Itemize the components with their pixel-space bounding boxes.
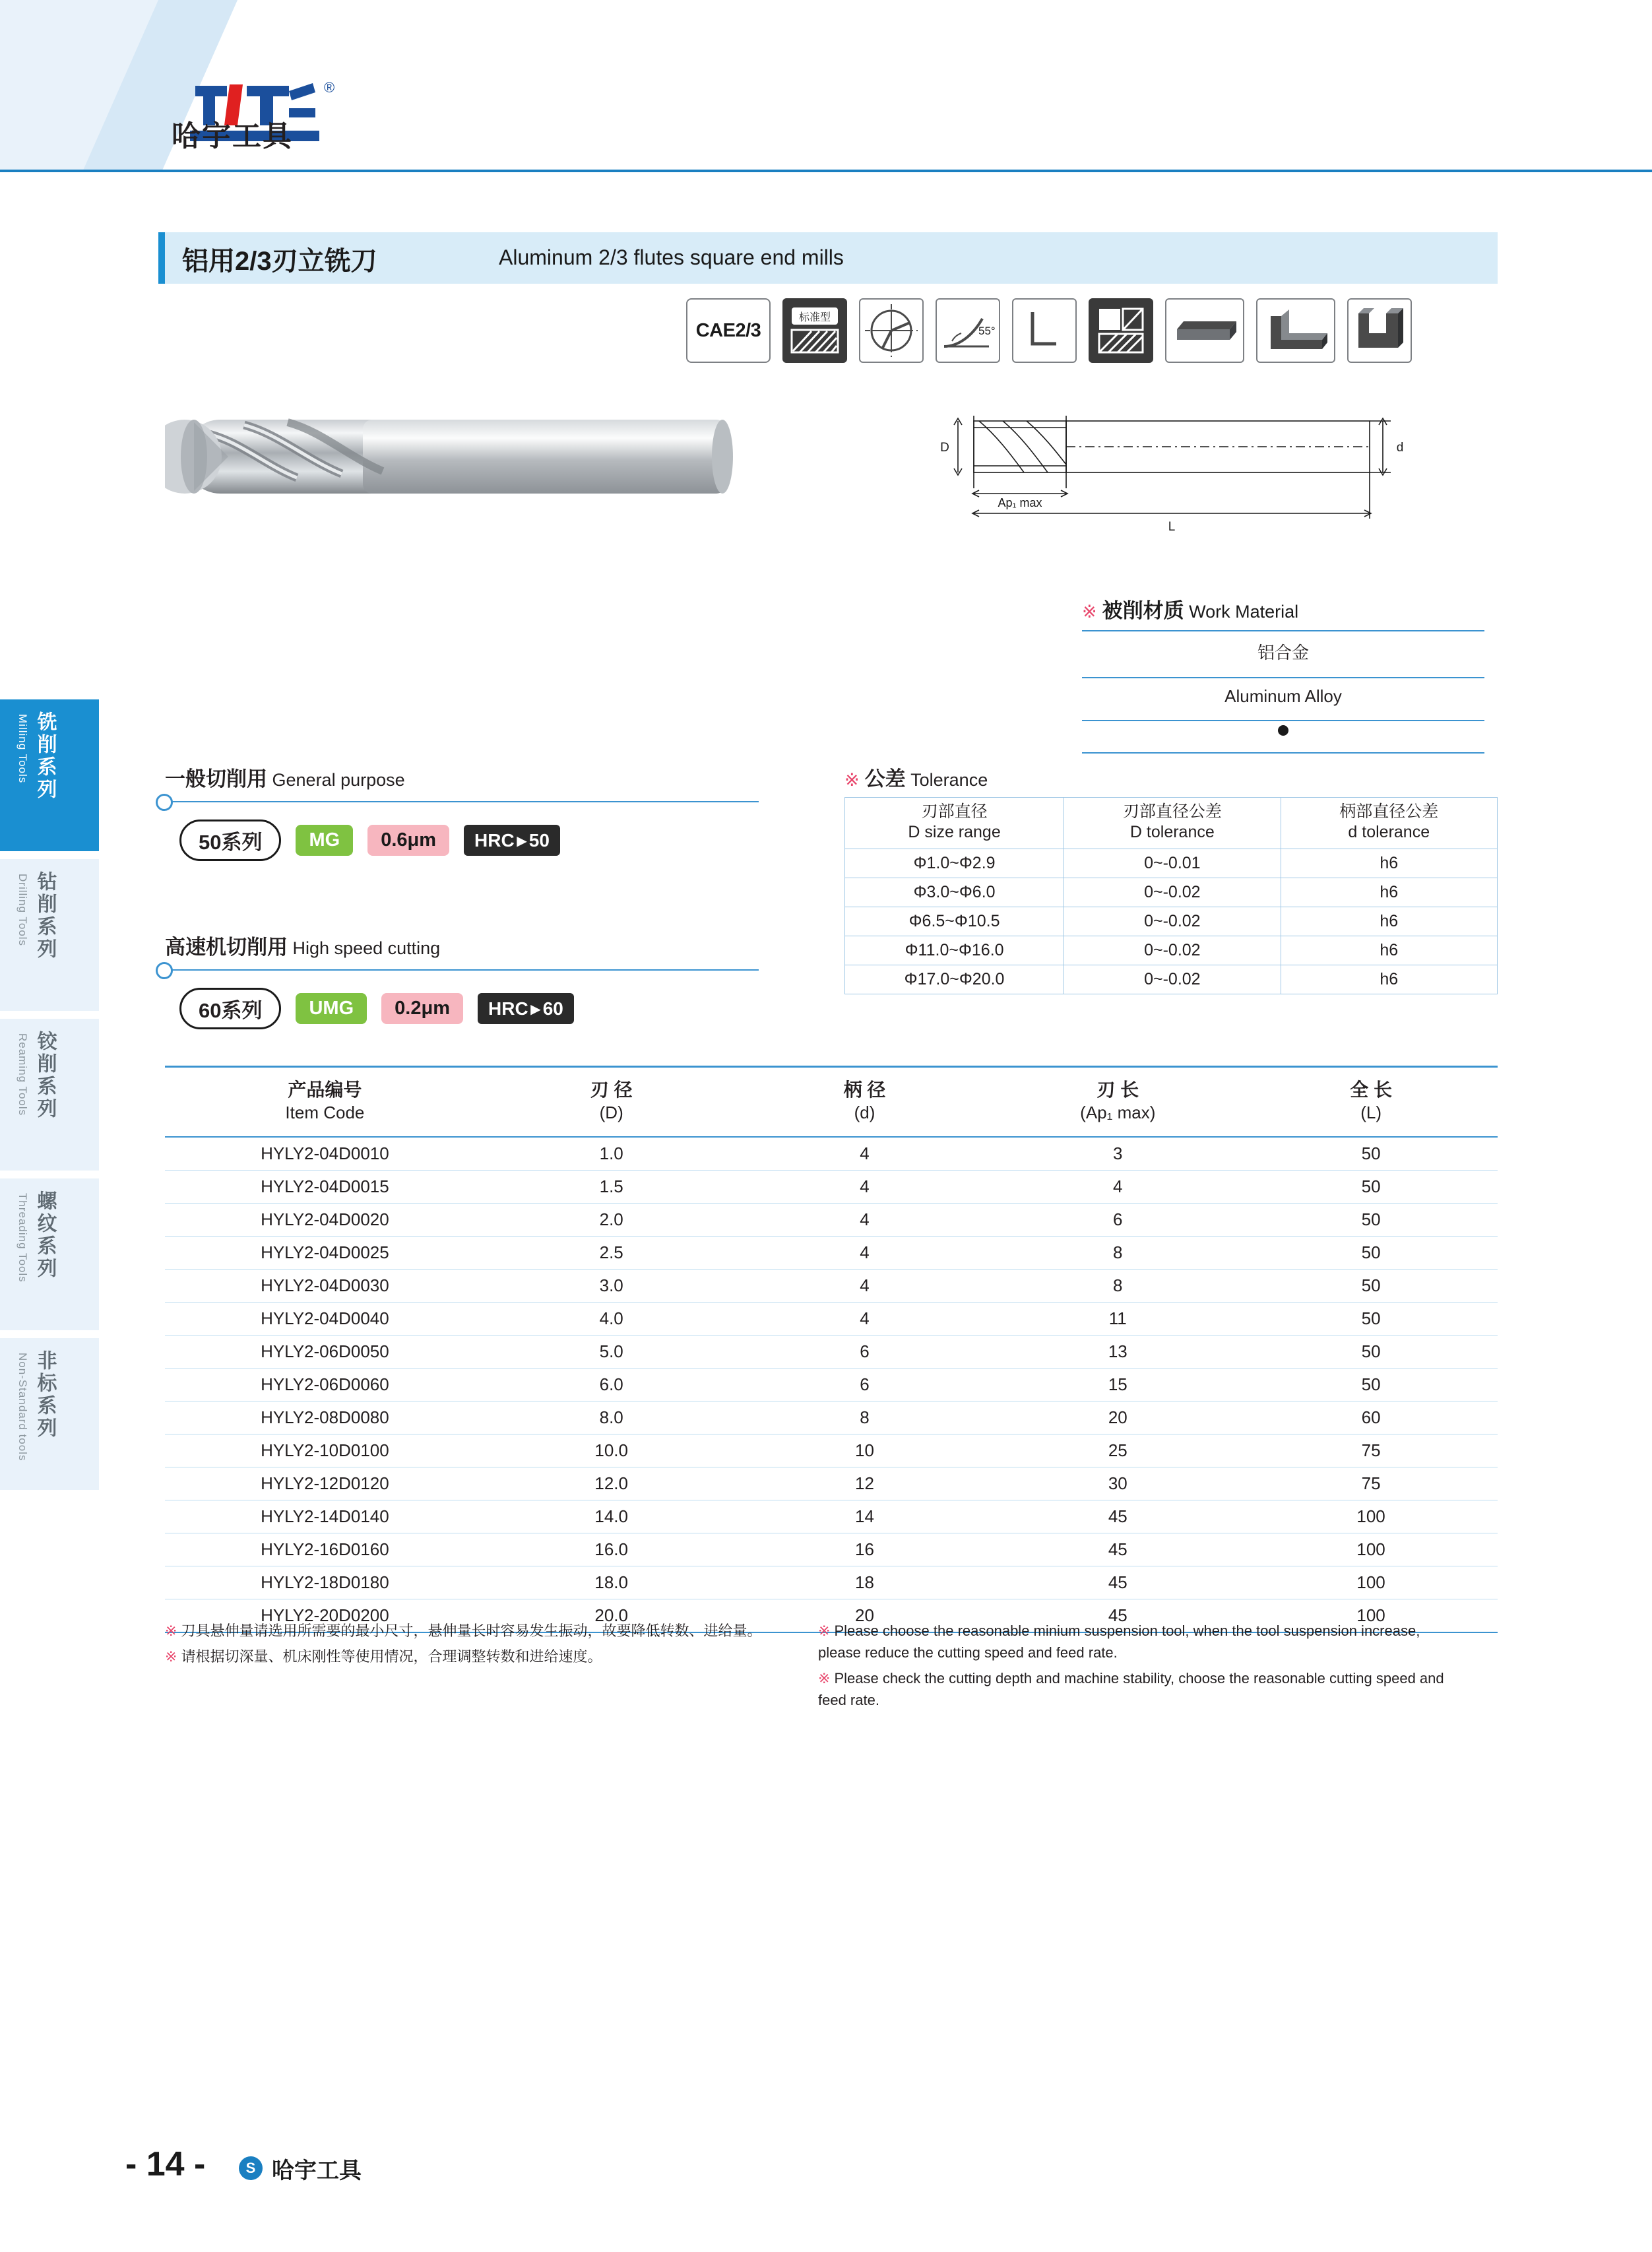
tolerance-cn: 公差 — [864, 767, 906, 790]
sidebar-item-sublabel: Drilling Tools — [16, 874, 29, 947]
cell-shank: 16 — [738, 1533, 992, 1566]
table-row — [165, 1368, 1498, 1401]
spec-header-cn: 产品编号 — [288, 1079, 362, 1100]
sidebar-item-label: 螺纹系列 — [34, 1190, 56, 1280]
spec-header-en: (d) — [854, 1103, 875, 1123]
tolerance-header-en: D tolerance — [1129, 823, 1215, 842]
cell-overall-length: 75 — [1244, 1434, 1498, 1467]
section-title-bar — [158, 232, 1498, 284]
work-material-block — [1082, 594, 1484, 754]
tolerance-heading — [844, 762, 1498, 792]
note-text: Please choose the reasonable minium suspension tool, when the tool suspension increase, please reduce the cutting speed and feed rate. — [818, 1623, 1420, 1661]
cell-item-code: HYLY2-04D0030 — [165, 1270, 485, 1303]
slotting-icon — [1165, 298, 1244, 363]
asterisk-icon: ※ — [844, 770, 860, 790]
note-text: Please check the cutting depth and machine stability, choose the reasonable cutting speed and feed rate. — [818, 1670, 1444, 1708]
table-row — [845, 936, 1498, 965]
sidebar-item-drilling[interactable] — [0, 859, 99, 1011]
sidebar-item-sublabel: Milling Tools — [16, 714, 29, 784]
spec-header-overall — [1244, 1068, 1498, 1137]
sidebar-item-sublabel: Threading Tools — [16, 1193, 29, 1283]
svg-text:L: L — [1168, 520, 1176, 534]
coating-thickness-badge-2: 0.2μm — [381, 993, 463, 1024]
general-purpose-en: General purpose — [272, 770, 405, 790]
spec-header-cn: 全 长 — [1350, 1079, 1392, 1100]
tolerance-header-cn: 刃部直径 — [921, 802, 988, 821]
coating-thickness-badge: 0.6μm — [367, 825, 449, 856]
specification-table-body — [165, 1137, 1498, 1632]
spec-header-en: (D) — [599, 1103, 623, 1123]
hrc-label: HRC — [488, 998, 528, 1019]
sidebar-item-label: 非标系列 — [34, 1350, 56, 1440]
hrc-value: 50 — [528, 830, 550, 851]
cell-item-code: HYLY2-08D0080 — [165, 1401, 485, 1434]
asterisk-icon: ※ — [165, 1623, 177, 1639]
cell-shank: 4 — [738, 1303, 992, 1335]
specification-table — [165, 1068, 1498, 1633]
tolerance-cell: Φ17.0~Φ20.0 — [845, 965, 1064, 994]
table-row — [845, 878, 1498, 907]
spec-header-en: (Ap₁ max) — [1080, 1103, 1156, 1123]
notes-cn — [165, 1620, 792, 1715]
tolerance-cell: h6 — [1281, 907, 1497, 936]
table-row — [165, 1137, 1498, 1171]
svg-text:标准型: 标准型 — [798, 312, 831, 323]
cell-overall-length: 50 — [1244, 1270, 1498, 1303]
table-row — [165, 1335, 1498, 1368]
series-badge-60: 60系列 — [179, 988, 281, 1029]
work-material-cn: 被削材质 — [1102, 599, 1184, 622]
page-header — [0, 0, 1652, 170]
asterisk-icon: ※ — [165, 1648, 177, 1665]
svg-text:Ap₁ max: Ap₁ max — [998, 496, 1042, 509]
cell-overall-length: 50 — [1244, 1335, 1498, 1368]
pocketing-icon — [1347, 298, 1412, 363]
table-row — [845, 907, 1498, 936]
cell-overall-length: 100 — [1244, 1500, 1498, 1533]
tolerance-cell: h6 — [1281, 849, 1497, 878]
cell-overall-length: 50 — [1244, 1137, 1498, 1171]
note-text: 刀具悬伸量请选用所需要的最小尺寸，悬伸量长时容易发生振动，故要降低转数、进给量。 — [181, 1623, 762, 1639]
note-line — [818, 1620, 1445, 1663]
specification-table-wrap — [165, 1066, 1498, 1633]
dimension-drawing — [910, 389, 1445, 541]
cell-overall-length: 60 — [1244, 1401, 1498, 1434]
flutes-section-icon — [859, 298, 924, 363]
cae-label-icon — [686, 298, 771, 363]
cell-shank: 20 — [738, 1599, 992, 1633]
high-speed-block — [165, 930, 759, 1029]
general-purpose-block — [165, 762, 759, 861]
tolerance-cell: Φ1.0~Φ2.9 — [845, 849, 1064, 878]
tolerance-cell: h6 — [1281, 936, 1497, 965]
cell-flute-length: 20 — [991, 1401, 1244, 1434]
cell-overall-length: 50 — [1244, 1204, 1498, 1237]
sidebar-item-label: 钻削系列 — [34, 871, 56, 961]
cell-d: 18.0 — [485, 1566, 738, 1599]
notes-en — [818, 1620, 1445, 1715]
cell-shank: 4 — [738, 1204, 992, 1237]
grade-badge-umg: UMG — [296, 993, 367, 1024]
table-row — [165, 1204, 1498, 1237]
cell-flute-length: 11 — [991, 1303, 1244, 1335]
work-material-rule-bottom — [1082, 752, 1484, 754]
spec-header-en: Item Code — [285, 1103, 365, 1123]
notes-block — [165, 1620, 1498, 1715]
hrc-label: HRC — [474, 830, 515, 851]
cell-flute-length: 8 — [991, 1237, 1244, 1270]
side-milling-icon — [1256, 298, 1335, 363]
sidebar-item-nonstandard[interactable] — [0, 1338, 99, 1490]
hrc-value: 60 — [542, 998, 563, 1019]
tolerance-header-cn: 刃部直径公差 — [1122, 802, 1222, 821]
brand-name-cn: 哈宇工具 — [172, 120, 293, 152]
hrc-badge-50 — [464, 825, 560, 856]
hrc-badge-60 — [478, 993, 574, 1024]
table-row — [165, 1566, 1498, 1599]
svg-text:55°: 55° — [978, 325, 996, 337]
tolerance-header-en: d tolerance — [1348, 823, 1430, 842]
note-line — [818, 1667, 1445, 1711]
cell-shank: 4 — [738, 1137, 992, 1171]
cell-overall-length: 100 — [1244, 1566, 1498, 1599]
cell-flute-length: 6 — [991, 1204, 1244, 1237]
tolerance-cell: Φ6.5~Φ10.5 — [845, 907, 1064, 936]
feature-icon-row — [686, 298, 1412, 363]
tolerance-header-cn: 柄部直径公差 — [1339, 802, 1439, 821]
tolerance-header-row — [845, 798, 1498, 849]
cell-d: 6.0 — [485, 1368, 738, 1401]
cell-item-code: HYLY2-16D0160 — [165, 1533, 485, 1566]
tolerance-header-en: D size range — [908, 823, 1001, 842]
table-row — [165, 1434, 1498, 1467]
product-photo — [165, 396, 759, 521]
sidebar-item-sublabel: Non-Standard tools — [16, 1353, 29, 1462]
general-purpose-cn: 一般切削用 — [165, 767, 267, 790]
grade-badge-mg: MG — [296, 825, 353, 856]
cell-shank: 18 — [738, 1566, 992, 1599]
note-line — [165, 1646, 792, 1667]
cell-item-code: HYLY2-04D0020 — [165, 1204, 485, 1237]
high-speed-heading — [165, 930, 759, 960]
cell-d: 16.0 — [485, 1533, 738, 1566]
cell-item-code: HYLY2-10D0100 — [165, 1434, 485, 1467]
tolerance-cell: 0~-0.02 — [1064, 878, 1281, 907]
spec-header-d — [485, 1068, 738, 1137]
cell-shank: 12 — [738, 1467, 992, 1500]
tolerance-cell: 0~-0.02 — [1064, 965, 1281, 994]
sidebar-item-label: 铣削系列 — [34, 711, 56, 801]
spec-header-cn: 柄 径 — [843, 1079, 886, 1100]
tolerance-header-cell — [845, 798, 1064, 849]
cell-shank: 6 — [738, 1368, 992, 1401]
cell-item-code: HYLY2-04D0015 — [165, 1171, 485, 1204]
cell-d: 8.0 — [485, 1401, 738, 1434]
tolerance-cell: 0~-0.01 — [1064, 849, 1281, 878]
asterisk-icon: ※ — [1082, 602, 1097, 622]
cell-shank: 4 — [738, 1270, 992, 1303]
sidebar-item-reaming[interactable] — [0, 1019, 99, 1171]
cell-flute-length: 45 — [991, 1566, 1244, 1599]
cae-label-text: CAE2/3 — [695, 319, 761, 341]
cell-overall-length: 50 — [1244, 1368, 1498, 1401]
cell-flute-length: 45 — [991, 1533, 1244, 1566]
cell-d: 3.0 — [485, 1270, 738, 1303]
cell-flute-length: 45 — [991, 1500, 1244, 1533]
cell-item-code: HYLY2-12D0120 — [165, 1467, 485, 1500]
work-material-en: Work Material — [1189, 602, 1299, 622]
table-row — [165, 1401, 1498, 1434]
table-row — [165, 1171, 1498, 1204]
spec-header-cn: 刃 长 — [1096, 1079, 1139, 1100]
tolerance-block — [844, 762, 1498, 994]
high-speed-badges — [179, 988, 759, 1029]
sidebar-item-milling[interactable] — [0, 699, 99, 851]
footer-brand: 哈宇工具 — [272, 2158, 362, 2183]
cell-shank: 10 — [738, 1434, 992, 1467]
asterisk-icon: ※ — [818, 1623, 831, 1639]
cell-d: 4.0 — [485, 1303, 738, 1335]
cell-d: 14.0 — [485, 1500, 738, 1533]
page-title: 铝用2/3刃立铣刀 — [182, 247, 377, 276]
title-accent — [158, 232, 165, 284]
cell-overall-length: 100 — [1244, 1599, 1498, 1633]
cell-shank: 4 — [738, 1237, 992, 1270]
asterisk-icon: ※ — [818, 1670, 831, 1687]
general-purpose-heading — [165, 762, 759, 792]
cell-d: 1.5 — [485, 1171, 738, 1204]
work-material-value-cn: 铝合金 — [1257, 643, 1309, 662]
cell-overall-length: 50 — [1244, 1303, 1498, 1335]
cell-flute-length: 45 — [991, 1599, 1244, 1633]
cell-shank: 4 — [738, 1171, 992, 1204]
cell-overall-length: 100 — [1244, 1533, 1498, 1566]
sidebar-tabs — [0, 699, 99, 1498]
cell-d: 2.0 — [485, 1204, 738, 1237]
page-title-en: Aluminum 2/3 flutes square end mills — [499, 245, 844, 269]
cell-item-code: HYLY2-04D0040 — [165, 1303, 485, 1335]
general-purpose-badges — [179, 820, 759, 861]
cell-flute-length: 15 — [991, 1368, 1244, 1401]
sidebar-item-sublabel: Reaming Tools — [16, 1033, 29, 1116]
tolerance-cell: Φ11.0~Φ16.0 — [845, 936, 1064, 965]
hrc-arrow-icon: ▸ — [530, 998, 540, 1019]
tolerance-table — [844, 797, 1498, 994]
svg-text:d: d — [1396, 441, 1404, 455]
high-speed-en: High speed cutting — [292, 938, 441, 958]
cell-item-code: HYLY2-04D0010 — [165, 1137, 485, 1171]
header-divider — [0, 170, 1652, 172]
sidebar-item-threading[interactable] — [0, 1178, 99, 1330]
svg-text:D: D — [940, 441, 949, 455]
coating-icon — [1089, 298, 1153, 363]
cell-flute-length: 4 — [991, 1171, 1244, 1204]
cell-item-code: HYLY2-04D0025 — [165, 1237, 485, 1270]
standard-type-icon — [782, 298, 847, 363]
table-row — [165, 1467, 1498, 1500]
spec-header-itemcode — [165, 1068, 485, 1137]
table-row — [165, 1303, 1498, 1335]
cell-shank: 14 — [738, 1500, 992, 1533]
cell-overall-length: 75 — [1244, 1467, 1498, 1500]
cell-d: 10.0 — [485, 1434, 738, 1467]
bullet-icon — [156, 962, 173, 979]
cell-d: 20.0 — [485, 1599, 738, 1633]
cell-item-code: HYLY2-06D0050 — [165, 1335, 485, 1368]
table-row — [165, 1533, 1498, 1566]
cell-flute-length: 13 — [991, 1335, 1244, 1368]
tolerance-en: Tolerance — [910, 770, 988, 790]
cell-shank: 8 — [738, 1401, 992, 1434]
note-text: 请根据切深量、机床刚性等使用情况，合理调整转数和进给速度。 — [181, 1648, 602, 1665]
cell-flute-length: 30 — [991, 1467, 1244, 1500]
page-number: - 14 - — [125, 2145, 206, 2183]
spec-header-shank — [738, 1068, 992, 1137]
cell-item-code: HYLY2-06D0060 — [165, 1368, 485, 1401]
cell-d: 1.0 — [485, 1137, 738, 1171]
spec-header-flutelength — [991, 1068, 1244, 1137]
high-speed-cn: 高速机切削用 — [165, 936, 288, 959]
spec-header-row — [165, 1068, 1498, 1137]
cell-shank: 6 — [738, 1335, 992, 1368]
general-purpose-rule — [165, 801, 759, 802]
tolerance-header-cell — [1064, 798, 1281, 849]
page-footer — [0, 2131, 1652, 2210]
cell-d: 12.0 — [485, 1467, 738, 1500]
spec-header-cn: 刃 径 — [590, 1079, 633, 1100]
registered-mark: ® — [324, 79, 335, 96]
work-material-heading — [1082, 594, 1484, 624]
table-row — [845, 849, 1498, 878]
tolerance-header-cell — [1281, 798, 1497, 849]
note-line — [165, 1620, 792, 1642]
helix-angle-icon — [936, 298, 1000, 363]
bullet-icon — [156, 794, 173, 811]
tolerance-cell: Φ3.0~Φ6.0 — [845, 878, 1064, 907]
cell-item-code: HYLY2-20D0200 — [165, 1599, 485, 1633]
cell-flute-length: 25 — [991, 1434, 1244, 1467]
cell-overall-length: 50 — [1244, 1171, 1498, 1204]
high-speed-rule — [165, 969, 759, 971]
tolerance-cell: h6 — [1281, 878, 1497, 907]
table-row — [165, 1270, 1498, 1303]
work-material-value-en: Aluminum Alloy — [1224, 686, 1342, 706]
tolerance-cell: h6 — [1281, 965, 1497, 994]
cell-item-code: HYLY2-18D0180 — [165, 1566, 485, 1599]
cell-overall-length: 50 — [1244, 1237, 1498, 1270]
tolerance-cell: 0~-0.02 — [1064, 936, 1281, 965]
table-row — [845, 965, 1498, 994]
work-material-dot — [1082, 721, 1484, 746]
cell-d: 2.5 — [485, 1237, 738, 1270]
hrc-arrow-icon: ▸ — [517, 830, 526, 851]
spec-header-en: (L) — [1360, 1103, 1382, 1123]
series-badge-50: 50系列 — [179, 820, 281, 861]
sidebar-item-label: 铰削系列 — [34, 1031, 56, 1120]
square-end-icon — [1012, 298, 1077, 363]
table-row — [165, 1500, 1498, 1533]
footer-logo-icon: S — [239, 2156, 263, 2180]
tolerance-cell: 0~-0.02 — [1064, 907, 1281, 936]
cell-item-code: HYLY2-14D0140 — [165, 1500, 485, 1533]
table-row — [165, 1237, 1498, 1270]
cell-flute-length: 3 — [991, 1137, 1244, 1171]
cell-flute-length: 8 — [991, 1270, 1244, 1303]
cell-d: 5.0 — [485, 1335, 738, 1368]
